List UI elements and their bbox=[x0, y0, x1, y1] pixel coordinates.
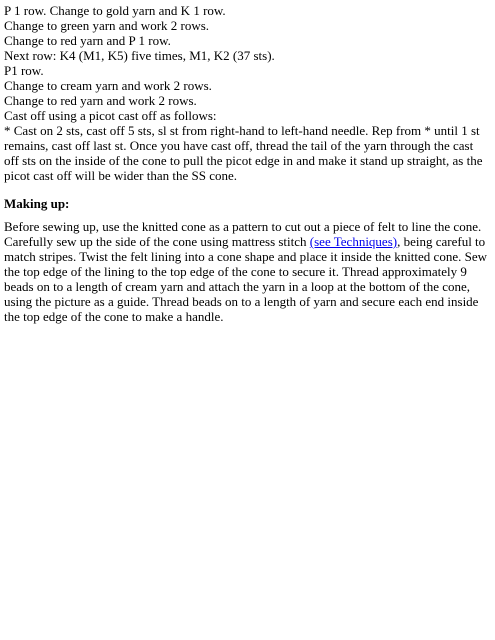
techniques-link[interactable]: (see Techniques) bbox=[309, 234, 398, 249]
instruction-line: P 1 row. Change to gold yarn and K 1 row. bbox=[4, 3, 226, 18]
instruction-line: Cast off using a picot cast off as follows: bbox=[4, 108, 217, 123]
making-up-paragraph bbox=[4, 219, 491, 324]
making-up-heading: Making up: bbox=[4, 196, 70, 211]
instruction-line: Change to red yarn and work 2 rows. bbox=[4, 93, 197, 108]
making-up-text-start: Before sewing up, use the knitted cone as a pattern to cut out a piece of felt to line the cone. Carefully sew up the side of the cone using mattress stitch bbox=[4, 219, 482, 249]
instruction-line: P1 row. bbox=[4, 63, 44, 78]
picot-cast-off-paragraph: * Cast on 2 sts, cast off 5 sts, sl st from right-hand to left-hand needle. Rep from * until 1 st remains, cast off last st. Once you have cast off, thread the tail of the yarn through the cast off sts on the inside of the cone to pull the picot edge in and make it stand up straight, as the picot cast off will be wider than the SS cone. bbox=[4, 123, 483, 183]
instruction-line: Change to cream yarn and work 2 rows. bbox=[4, 78, 212, 93]
making-up-text-end: , being careful to match stripes. Twist the felt lining into a cone shape and place it inside the knitted cone. Sew the top edge of the lining to the top edge of the cone to secure it. Thread approximately 9 beads on to a length of cream yarn and attach the yarn in a loop at the bottom of the cone, using the picture as a guide. Thread beads on to a length of yarn and secure each end inside the top edge of the cone to make a handle. bbox=[4, 234, 487, 324]
instruction-line: Change to red yarn and P 1 row. bbox=[4, 33, 171, 48]
instruction-line: Change to green yarn and work 2 rows. bbox=[4, 18, 210, 33]
instruction-line: Next row: K4 (M1, K5) five times, M1, K2 (37 sts). bbox=[4, 48, 275, 63]
